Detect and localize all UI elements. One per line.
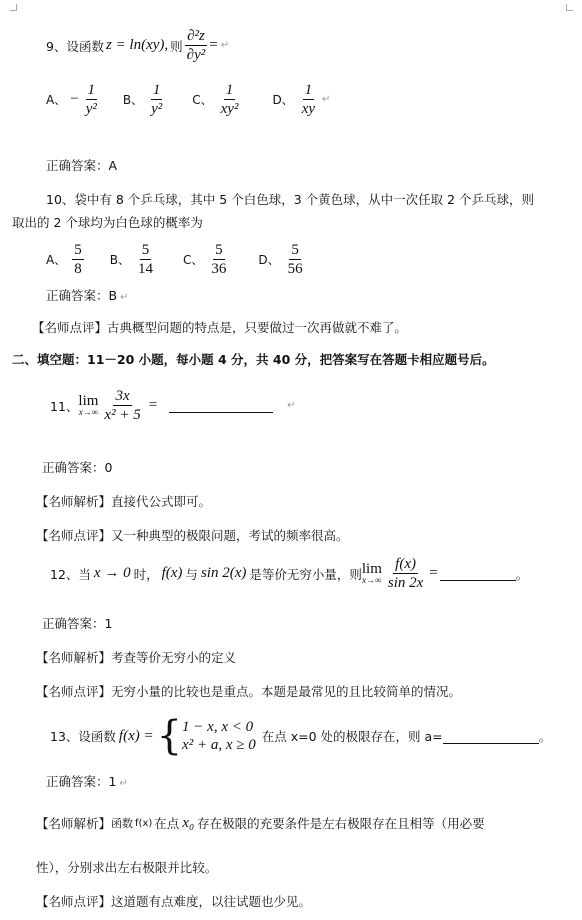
paragraph-mark: ↵ [322, 94, 331, 105]
q11-answer: 正确答案：0 [42, 460, 113, 475]
paragraph-mark: ↵ [120, 292, 129, 303]
q9-derivative-num: ∂²z [187, 28, 205, 44]
q10-option-a [46, 242, 86, 277]
q10-option-a-num: 5 [74, 242, 82, 258]
q9-option-d-label: D、 [272, 93, 294, 107]
q12-den: sin 2x [387, 575, 424, 591]
q13-stem [50, 713, 552, 759]
q10-option-b-num: 5 [141, 242, 150, 258]
q13-f: f(x) = [118, 727, 154, 744]
q10-option-b-label: B、 [109, 253, 130, 267]
q12-fraction [386, 556, 425, 591]
q12-condition: x → 0 [93, 565, 131, 581]
q11-stem [50, 388, 296, 423]
q10-option-d-den: 56 [287, 261, 303, 277]
q9-option-a [46, 82, 101, 117]
q13-analysis-a: 函数 [111, 817, 134, 830]
q10-options [46, 242, 307, 277]
q11-comment: 【名师点评】又一种典型的极限问题，考试的频率很高。 [36, 528, 349, 543]
q10-stem-line2: 取出的 2 个球均为白色球的概率为 [12, 215, 203, 230]
q13-case2: x² + a, x ≥ 0 [182, 737, 256, 753]
paragraph-mark: ↵ [220, 40, 230, 51]
q9-options [46, 82, 330, 117]
q9-option-c-num: 1 [225, 82, 234, 98]
q12-num: f(x) [395, 556, 416, 572]
q9-option-d-den: xy [301, 101, 316, 117]
q9-option-b-num: 1 [152, 82, 161, 98]
q12-comment: 【名师点评】无穷小量的比较也是重点。本题是最常见的且比较简单的情况。 [36, 684, 462, 699]
section-2-title: 二、填空题：11－20 小题，每小题 4 分，共 40 分，把答案写在答题卡相应题号后。 [12, 352, 495, 367]
q9-option-a-sign: − [70, 91, 79, 107]
q12-answer: 正确答案：1 [42, 616, 113, 631]
q13-analysis-x0: x₀ [182, 814, 195, 831]
q13-answer [46, 772, 128, 790]
q10-option-c-den: 36 [211, 261, 227, 277]
q13-end: 。 [538, 729, 552, 744]
q11-fraction [102, 388, 142, 423]
q13-piecewise [182, 718, 256, 754]
q10-option-a-den: 8 [74, 261, 82, 277]
q11-equals: = [148, 397, 158, 413]
q13-t1: 在点 x=0 处的极限存在，则 a= [261, 729, 443, 744]
q9-option-a-num: 1 [87, 82, 96, 98]
q13-answer-text: 正确答案：1 [46, 774, 117, 789]
corner-mark-top-right [566, 4, 573, 11]
q10-option-b [110, 242, 157, 277]
q10-option-d-label: D、 [258, 253, 280, 267]
q10-answer-text: 正确答案：B [46, 288, 118, 303]
q12-f: f(x) [161, 565, 183, 581]
q11-lim-sub: x→∞ [78, 407, 99, 417]
q10-answer [46, 286, 128, 304]
q12-t2: 与 [185, 566, 198, 582]
q9-equals: = [209, 37, 218, 53]
q10-option-c [183, 242, 230, 277]
q9-answer: 正确答案：A [46, 158, 118, 173]
q13-analysis-line1 [36, 814, 485, 832]
q9-option-a-den: y² [85, 101, 97, 117]
q9-option-c-label: C、 [192, 93, 213, 107]
q12-t1: 时， [133, 566, 159, 582]
q9-option-b-label: B、 [122, 93, 144, 107]
q12-lim-sub: x→∞ [362, 575, 382, 585]
q12-prefix: 12、当 [50, 566, 91, 582]
q12-end: 。 [515, 566, 529, 582]
q9-derivative [185, 28, 208, 63]
q11-answer-blank[interactable] [169, 398, 273, 413]
q9-derivative-den: ∂y² [186, 47, 206, 63]
q9-option-c [192, 82, 242, 117]
q9-option-b-den: y² [151, 101, 163, 117]
paragraph-mark: ↵ [287, 400, 296, 411]
q12-stem [50, 556, 528, 591]
q13-analysis-line2: 性），分别求出左右极限并比较。 [36, 860, 218, 875]
q13-analysis-c: 存在极限的充要条件是左右极限存在且相等（用必要 [197, 816, 485, 831]
q13-analysis-fx: f(x) [135, 817, 153, 829]
q9-stem [46, 28, 229, 63]
q11-prefix: 11、 [50, 398, 79, 414]
q9-option-a-label: A、 [46, 93, 67, 107]
q10-comment: 【名师点评】古典概型问题的特点是，只要做过一次再做就不难了。 [32, 320, 408, 335]
q11-num: 3x [115, 388, 130, 404]
q12-limit [362, 562, 382, 585]
q12-lim: lim [361, 561, 382, 577]
q9-option-d-num: 1 [304, 82, 313, 98]
q10-option-a-label: A、 [46, 253, 67, 267]
q12-answer-blank[interactable] [440, 566, 516, 581]
q13-answer-blank[interactable] [443, 729, 539, 744]
q9-option-d [272, 82, 330, 117]
q11-analysis: 【名师解析】直接代公式即可。 [36, 494, 212, 509]
q10-option-d-num: 5 [291, 242, 299, 258]
q12-analysis: 【名师解析】考查等价无穷小的定义 [36, 650, 237, 665]
q11-lim: lim [78, 393, 99, 409]
q12-g: sin 2(x) [200, 565, 247, 581]
q9-then: 则 [170, 38, 183, 54]
q13-analysis-tag: 【名师解析】 [36, 816, 112, 831]
q9-prefix: 9、设函数 [46, 38, 104, 54]
q13-case1: 1 − x, x < 0 [182, 719, 254, 735]
q10-option-c-num: 5 [215, 242, 223, 258]
q10-option-c-label: C、 [182, 253, 204, 267]
q11-limit [78, 394, 98, 417]
q13-comment: 【名师点评】这道题有点难度，以往试题也少见。 [36, 894, 312, 909]
q9-option-b [123, 82, 166, 117]
q12-t3: 是等价无穷小量，则 [249, 566, 362, 582]
q10-option-d [258, 242, 306, 277]
q9-option-c-den: xy² [220, 101, 239, 117]
q13-prefix: 13、设函数 [50, 729, 116, 744]
q11-den: x² + 5 [104, 407, 141, 423]
paragraph-mark: ↵ [119, 778, 128, 789]
q13-brace: { [156, 713, 183, 759]
q13-analysis-b: 在点 [154, 816, 180, 831]
q10-stem-line1: 10、袋中有 8 个乒乓球，其中 5 个白色球，3 个黄色球，从中一次任取 2 个乒乓球，则 [46, 192, 535, 207]
q9-function: z = ln(xy), [105, 37, 169, 53]
q10-option-b-den: 14 [137, 261, 153, 277]
corner-mark-top-left [10, 4, 17, 11]
q12-equals: = [429, 565, 438, 581]
